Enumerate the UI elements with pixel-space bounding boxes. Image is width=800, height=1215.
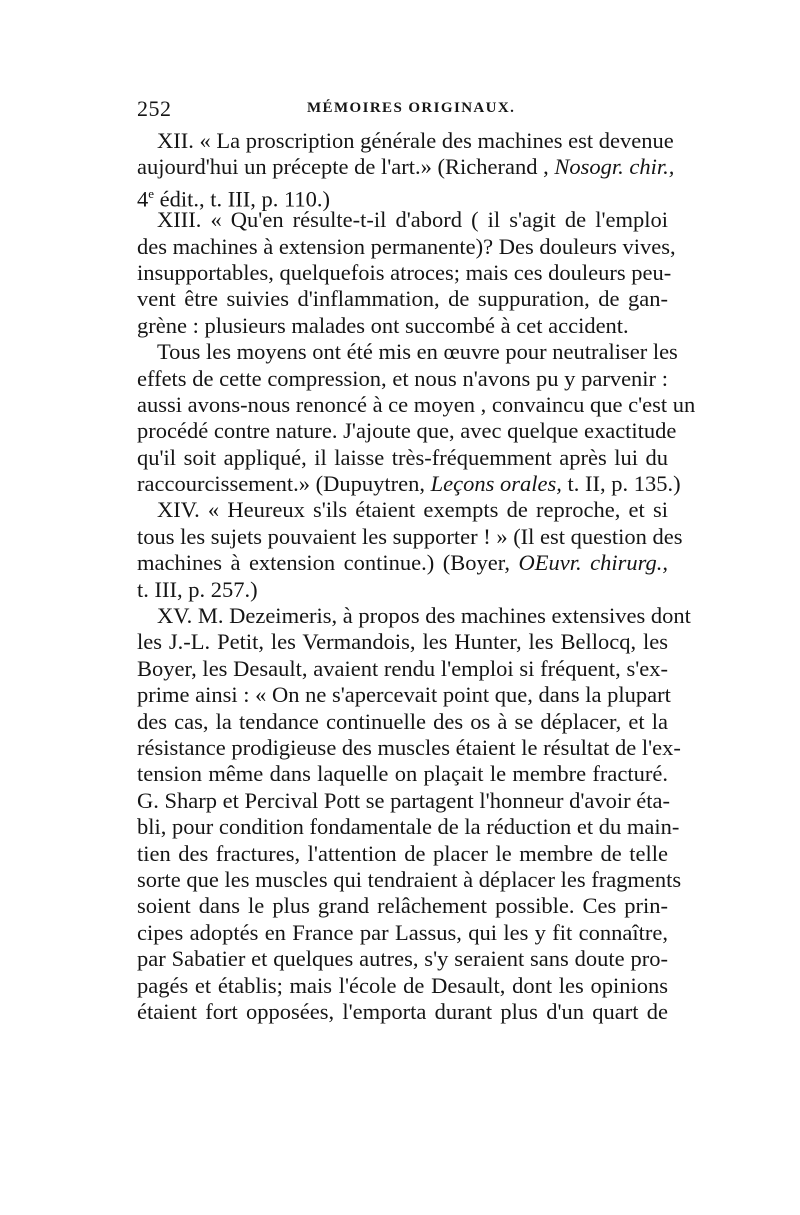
text-line: Tous les moyens ont été mis en œuvre pour neutraliser les xyxy=(157,339,678,365)
text-line: insupportables, quelquefois atroces; mais ces douleurs peu- xyxy=(137,259,672,285)
paragraph-xii xyxy=(137,128,675,212)
text-line: bli, pour condition fondamentale de la réduction et du main- xyxy=(137,814,680,840)
text-line: Boyer, les Desault, avaient rendu l'emploi si fréquent, s'ex- xyxy=(137,655,668,681)
text-line: tous les sujets pouvaient les supporter ! » (Il est question des xyxy=(137,523,683,549)
text-line: les J.-L. Petit, les Vermandois, les Hunter, les Bellocq, les xyxy=(137,629,668,655)
text-line: cipes adoptés en France par Lassus, qui les y fit connaître, xyxy=(137,919,668,945)
text-line: qu'il soit appliqué, il laisse très-fréquemment après lui du xyxy=(137,444,668,470)
text-line: tien des fractures, l'attention de placer le membre de telle xyxy=(137,840,668,866)
text-line: pagés et établis; mais l'école de Desault, dont les opinions xyxy=(137,972,668,998)
text-line: résistance prodigieuse des muscles étaient le résultat de l'ex- xyxy=(137,734,681,760)
text-line: effets de cette compression, et nous n'avons pu y parvenir : xyxy=(137,365,668,391)
text-line: procédé contre nature. J'ajoute que, avec quelque exactitude xyxy=(137,418,677,444)
superscript: e xyxy=(148,185,155,201)
paragraph-dupuytren xyxy=(137,339,696,497)
text-line: des machines à extension permanente)? Des douleurs vives, xyxy=(137,233,676,259)
paragraph-xiv xyxy=(137,497,683,603)
text-line: grène : plusieurs malades ont succombé à cet accident. xyxy=(137,312,629,338)
text-line: soient dans le plus grand relâchement possible. Ces prin- xyxy=(137,893,668,919)
text-line: aussi avons-nous renoncé à ce moyen , convaincu que c'est un xyxy=(137,391,696,417)
running-title: MÉMOIRES ORIGINAUX. xyxy=(307,100,516,116)
text-line: tension même dans laquelle on plaçait le membre fracturé. xyxy=(137,761,668,787)
text-line: XIV. « Heureux s'ils étaient exempts de reproche, et si xyxy=(157,497,668,523)
running-head xyxy=(137,96,668,126)
page-number: 252 xyxy=(137,96,172,121)
text-line: sorte que les muscles qui tendraient à déplacer les fragments xyxy=(137,866,682,892)
paragraph-xiii xyxy=(137,207,676,339)
text-line: machines à extension continue.) (Boyer, OEuvr. chirurg., xyxy=(137,550,668,576)
text-line: t. III, p. 257.) xyxy=(137,576,258,602)
text-line: 4e édit., t. III, p. 110.) xyxy=(137,185,331,212)
text-line: XV. M. Dezeimeris, à propos des machines extensives dont xyxy=(157,603,691,629)
citation-title: Leçons orales, xyxy=(430,471,562,497)
text-line: par Sabatier et quelques autres, s'y seraient sans doute pro- xyxy=(137,946,668,972)
paragraph-xv xyxy=(137,603,691,1025)
text-line: raccourcissement.» (Dupuytren, Leçons orales, t. II, p. 135.) xyxy=(137,471,681,497)
text-line: prime ainsi : « On ne s'apercevait point que, dans la plupart xyxy=(137,682,671,708)
citation-title: OEuvr. chirurg., xyxy=(518,550,668,576)
text-line: G. Sharp et Percival Pott se partagent l'honneur d'avoir éta- xyxy=(137,787,670,813)
text-line: XIII. « Qu'en résulte-t-il d'abord ( il s'agit de l'emploi xyxy=(157,207,668,233)
text-line: XII. « La proscription générale des machines est devenue xyxy=(157,128,674,153)
text-line: des cas, la tendance continuelle des os à se déplacer, et la xyxy=(137,708,668,734)
body-text xyxy=(137,128,696,1025)
text-line: vent être suivies d'inflammation, de suppuration, de gan- xyxy=(137,286,668,312)
citation-title: Nosogr. chir., xyxy=(554,154,675,180)
text-line: étaient fort opposées, l'emporta durant plus d'un quart de xyxy=(137,998,668,1024)
text-line: aujourd'hui un précepte de l'art.» (Richerand , Nosogr. chir., xyxy=(137,154,675,180)
